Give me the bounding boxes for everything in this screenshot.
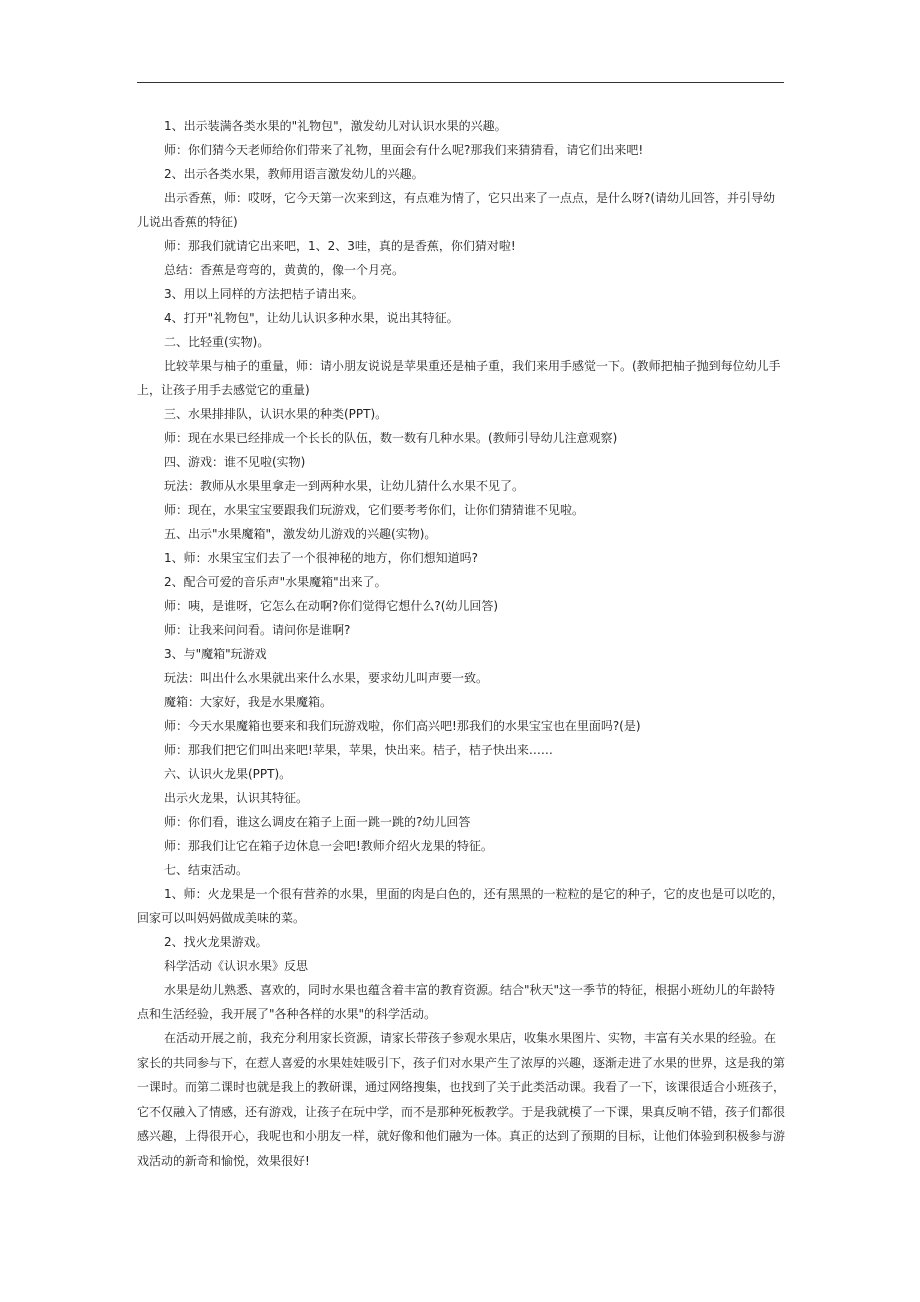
- paragraph: 2、配合可爱的音乐声"水果魔箱"出来了。: [164, 575, 387, 589]
- reflection-title: 科学活动《认识水果》反思: [164, 959, 309, 973]
- paragraph: 师：那我们就请它出来吧，1、2、3哇，真的是香蕉，你们猜对啦!: [164, 239, 516, 253]
- paragraph: 玩法：叫出什么水果就出来什么水果，要求幼儿叫声要一致。: [164, 671, 489, 685]
- paragraph: 3、与"魔箱"玩游戏: [164, 647, 267, 661]
- paragraph: 2、出示各类水果，教师用语言激发幼儿的兴趣。: [164, 167, 424, 181]
- paragraph: 1、师：水果宝宝们去了一个很神秘的地方，你们想知道吗?: [164, 551, 479, 565]
- header-rule: [137, 82, 784, 83]
- section-heading: 四、游戏：谁不见啦(实物): [164, 455, 306, 469]
- document-body: [137, 114, 787, 1174]
- section-heading: 五、出示"水果魔箱"，激发幼儿游戏的兴趣(实物)。: [164, 527, 437, 541]
- paragraph: 3、用以上同样的方法把桔子请出来。: [164, 287, 364, 301]
- paragraph: 比较苹果与柚子的重量，师：请小朋友说说是苹果重还是柚子重，我们来用手感觉一下。(教师把柚子抛到每位幼儿手上，让孩子用手去感觉它的重量): [137, 359, 781, 397]
- paragraph: 玩法：教师从水果里拿走一到两种水果，让幼儿猜什么水果不见了。: [164, 479, 525, 493]
- paragraph: 师：那我们把它们叫出来吧!苹果，苹果，快出来。桔子，桔子快出来……: [164, 743, 553, 757]
- paragraph: 水果是幼儿熟悉、喜欢的，同时水果也蕴含着丰富的教育资源。结合"秋天"这一季节的特征，根据小班幼儿的年龄特点和生活经验，我开展了"各种各样的水果"的科学活动。: [137, 983, 776, 1021]
- paragraph: 总结：香蕉是弯弯的，黄黄的，像一个月亮。: [164, 263, 405, 277]
- paragraph: 4、打开"礼物包"，让幼儿认识多种水果，说出其特征。: [164, 311, 459, 325]
- paragraph: 1、师：火龙果是一个很有营养的水果，里面的肉是白色的，还有黑黑的一粒粒的是它的种子，它的皮也是可以吃的，回家可以叫妈妈做成美味的菜。: [137, 887, 784, 925]
- section-heading: 三、水果排排队，认识水果的种类(PPT)。: [164, 407, 388, 421]
- section-heading: 二、比轻重(实物)。: [164, 335, 270, 349]
- paragraph: 在活动开展之前，我充分利用家长资源，请家长带孩子参观水果店，收集水果图片、实物，丰富有关水果的经验。在家长的共同参与下，在惹人喜爱的水果娃娃吸引下，孩子们对水果产生了浓厚的兴趣，逐渐走进了水果的世界，这是我的第一课时。而第二课时也就是我上的教研课，通过网络搜集，也找到了关于此类活动课。我看了一下，该课很适合小班孩子，它不仅融入了情感，还有游戏，让孩子在玩中学，而不是那种死板教学。于是我就模了一下课，果真反响不错，孩子们都很感兴趣，上得很开心，我呢也和小朋友一样，就好像和他们融为一体。真正的达到了预期的目标，让他们体验到积极参与游戏活动的新奇和愉悦，效果很好!: [137, 1031, 786, 1168]
- paragraph: 师：那我们让它在箱子边休息一会吧!教师介绍火龙果的特征。: [164, 839, 493, 853]
- paragraph: 1、出示装满各类水果的"礼物包"，激发幼儿对认识水果的兴趣。: [164, 119, 507, 133]
- paragraph: 出示香蕉，师：哎呀，它今天第一次来到这，有点难为情了，它只出来了一点点，是什么呀?(请幼儿回答，并引导幼儿说出香蕉的特征): [137, 191, 776, 229]
- paragraph: 师：咦，是谁呀，它怎么在动啊?你们觉得它想什么?(幼儿回答): [164, 599, 499, 613]
- section-heading: 六、认识火龙果(PPT)。: [164, 767, 292, 781]
- paragraph: 魔箱：大家好，我是水果魔箱。: [164, 695, 333, 709]
- paragraph: 师：你们猜今天老师给你们带来了礼物，里面会有什么呢?那我们来猜猜看，请它们出来吧!: [164, 143, 644, 157]
- paragraph: 师：让我来问问看。请问你是谁啊?: [164, 623, 351, 637]
- section-heading: 七、结束活动。: [164, 863, 249, 877]
- paragraph: 2、找火龙果游戏。: [164, 935, 268, 949]
- paragraph: 师：现在水果已经排成一个长长的队伍，数一数有几种水果。(教师引导幼儿注意观察): [164, 431, 618, 445]
- paragraph: 师：你们看，谁这么调皮在箱子上面一跳一跳的?幼儿回答: [164, 815, 471, 829]
- paragraph: 师：现在，水果宝宝要跟我们玩游戏，它们要考考你们，让你们猜猜谁不见啦。: [164, 503, 585, 517]
- paragraph: 出示火龙果，认识其特征。: [164, 791, 309, 805]
- paragraph: 师：今天水果魔箱也要来和我们玩游戏啦，你们高兴吧!那我们的水果宝宝也在里面吗?(是): [164, 719, 641, 733]
